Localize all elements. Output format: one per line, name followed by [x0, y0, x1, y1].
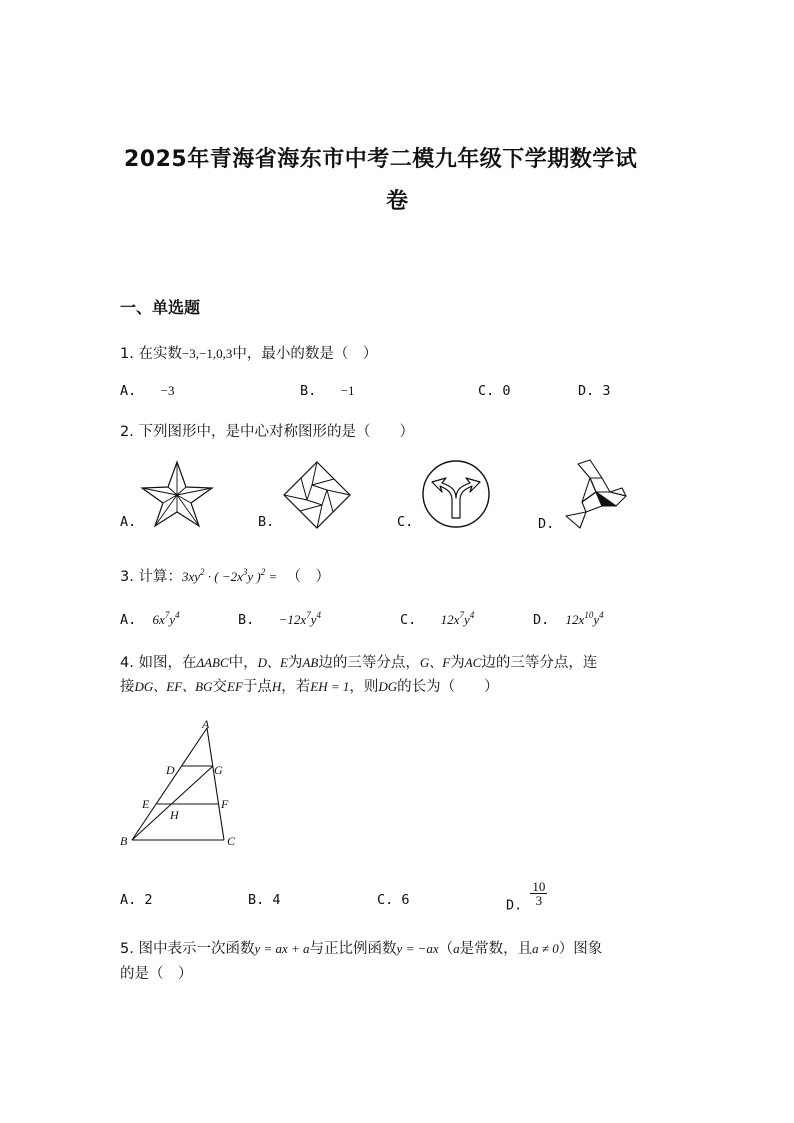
option-a[interactable]: A.: [120, 514, 137, 530]
math-expression: $3xy^2$ · ( $-2x^3y$ )$^2$ =: [181, 567, 278, 584]
page-title: 2025年青海省海东市中考二模九年级下学期数学试: [124, 147, 638, 172]
option-d[interactable]: D. $12x^{10}y^4$: [533, 610, 604, 628]
option-c[interactable]: C. 0: [478, 383, 511, 399]
question-1: [120, 342, 377, 363]
option-a[interactable]: A. 2: [120, 892, 153, 908]
question-text: 下列图形中，是中心对称图形的是（ ）: [138, 424, 414, 440]
question-number: 5.: [120, 941, 134, 957]
option-b[interactable]: B.: [258, 514, 275, 530]
question-text: 计算：: [138, 569, 182, 585]
question-number: 1.: [120, 346, 134, 362]
option-b[interactable]: B. 4: [248, 892, 281, 908]
label-c: C: [227, 834, 236, 848]
option-d[interactable]: D. 3: [578, 383, 611, 399]
label-h: H: [170, 808, 179, 822]
section-heading: 一、单选题: [120, 298, 201, 317]
option-c[interactable]: C. 6: [377, 892, 410, 908]
question-4-line-2: 接DG、EF、BG交EF于点H，若EH = 1，则DG的长为（ ）: [120, 679, 499, 695]
star-figure-icon: [140, 460, 214, 528]
fraction: $\frac{10}{3}$: [532, 879, 546, 908]
option-d[interactable]: D.: [538, 516, 555, 532]
label-a: A: [202, 717, 210, 731]
question-text: 中，最小的数是（ ）: [232, 346, 378, 362]
question-number: 3.: [120, 569, 134, 585]
question-3: [120, 565, 330, 586]
origami-figure-icon: [560, 456, 632, 532]
option-a[interactable]: A. −3: [120, 383, 175, 399]
question-2: [120, 420, 414, 441]
label-g: G: [214, 763, 223, 777]
math-expression: −3,−1,0,3: [181, 346, 233, 361]
pinwheel-square-icon: [282, 460, 352, 530]
question-text: 在实数: [138, 346, 182, 362]
option-b[interactable]: B. $-12x^7y^4$: [238, 610, 321, 628]
option-b[interactable]: B. −1: [300, 383, 355, 399]
label-f: F: [221, 797, 229, 811]
label-d: D: [166, 763, 175, 777]
question-5-line-1: 5. 图中表示一次函数y = ax + a与正比例函数y = −ax（a是常数，且a ≠ 0）图象: [120, 941, 603, 957]
option-c[interactable]: C. $12x^7y^4$: [400, 610, 475, 628]
option-c[interactable]: C.: [397, 514, 414, 530]
question-number: 4.: [120, 655, 134, 671]
page-title-continued: 卷: [386, 189, 409, 214]
question-number: 2.: [120, 424, 134, 440]
label-b: B: [120, 834, 128, 848]
diverging-arrows-sign-icon: [420, 458, 492, 530]
question-4-line-1: 4. 如图，在ΔABC中，D、E为AB边的三等分点，G、F为AC边的三等分点，连: [120, 655, 598, 671]
option-d[interactable]: D. $\frac{10}{3}$: [506, 879, 546, 914]
triangle-figure: [112, 716, 252, 854]
question-text: （ ）: [286, 569, 330, 585]
option-a[interactable]: A. $6x^7y^4$: [120, 610, 180, 628]
label-e: E: [142, 797, 150, 811]
question-5-line-2: 的是（ ）: [120, 966, 193, 982]
